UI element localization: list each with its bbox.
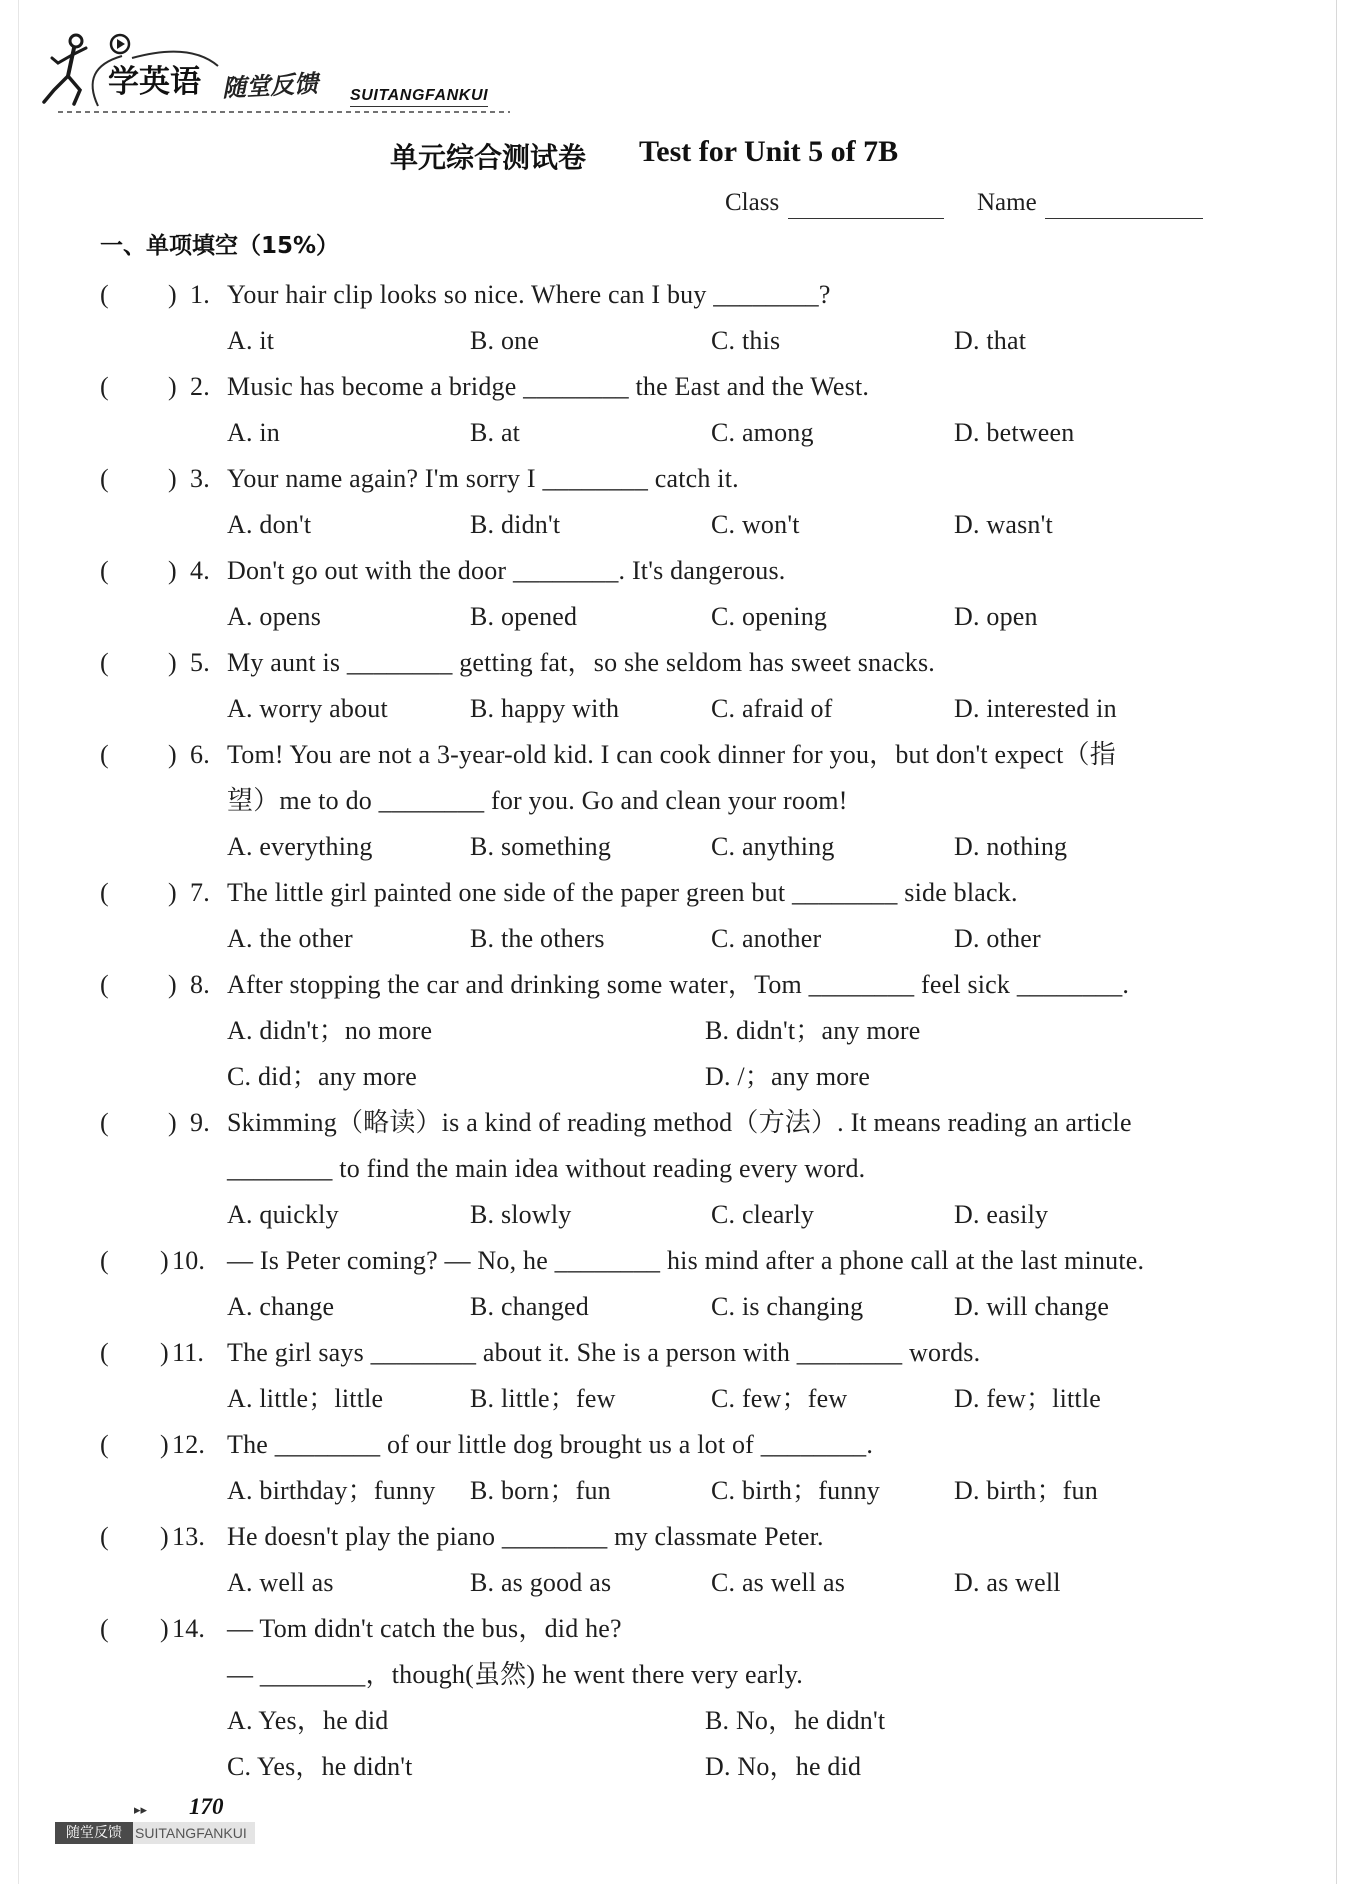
option-d: D. between [954, 418, 1075, 447]
option-d: D. as well [954, 1568, 1061, 1597]
options-row [0, 1744, 1350, 1790]
answer-bracket-close: ) [168, 372, 177, 401]
question-2 [0, 364, 1350, 456]
answer-bracket-close: ) [168, 1108, 177, 1137]
question-text: — Tom didn't catch the bus，did he? [227, 1614, 622, 1643]
option-a: A. worry about [227, 694, 388, 723]
option-d: D. birth；fun [954, 1476, 1098, 1505]
option-b: B. didn't；any more [705, 1016, 921, 1045]
question-number: 9. [190, 1108, 210, 1137]
class-blank [788, 218, 944, 219]
answer-bracket-close: ) [160, 1614, 169, 1643]
option-b: B. something [470, 832, 612, 861]
question-text: Tom! You are not a 3-year-old kid. I can cook dinner for you，but don't expect（指 [227, 740, 1116, 769]
logo-sub-text: 随堂反馈 [221, 69, 319, 103]
answer-bracket-open: ( [100, 280, 109, 309]
question-number: 5. [190, 648, 210, 677]
question-text: He doesn't play the piano ________ my classmate Peter. [227, 1522, 824, 1551]
question-8 [0, 962, 1350, 1100]
options-row [0, 1008, 1350, 1054]
logo-english-text: SUITANGFANKUI [350, 86, 488, 107]
option-a: A. Yes，he did [227, 1706, 389, 1735]
option-d: D. that [954, 326, 1027, 355]
question-13 [0, 1514, 1350, 1606]
answer-bracket-close: ) [160, 1430, 169, 1459]
option-a: A. birthday；funny [227, 1476, 436, 1505]
question-stem [0, 870, 1350, 916]
question-text: My aunt is ________ getting fat，so she seldom has sweet snacks. [227, 648, 936, 677]
question-stem [0, 272, 1350, 318]
question-stem [0, 1100, 1350, 1146]
option-c: C. afraid of [711, 694, 833, 723]
options-row [0, 1468, 1350, 1514]
option-c: C. opening [711, 602, 828, 631]
question-number: 12. [172, 1430, 206, 1459]
footer-band-chinese: 随堂反馈 [55, 1822, 133, 1844]
answer-bracket-close: ) [168, 556, 177, 585]
question-text: ________ to find the main idea without reading every word. [227, 1154, 866, 1183]
option-a: A. little；little [227, 1384, 384, 1413]
option-d: D. /；any more [705, 1062, 871, 1091]
question-1 [0, 272, 1350, 364]
option-d: D. open [954, 602, 1038, 631]
answer-bracket-open: ( [100, 1430, 109, 1459]
question-3 [0, 456, 1350, 548]
answer-bracket-close: ) [168, 740, 177, 769]
question-number: 1. [190, 280, 210, 309]
answer-bracket-close: ) [160, 1522, 169, 1551]
option-a: A. it [227, 326, 275, 355]
question-7 [0, 870, 1350, 962]
option-c: C. this [711, 326, 781, 355]
options-row [0, 1560, 1350, 1606]
question-stem [0, 962, 1350, 1008]
option-b: B. born；fun [470, 1476, 611, 1505]
option-b: B. at [470, 418, 521, 447]
answer-bracket-open: ( [100, 1108, 109, 1137]
option-b: B. opened [470, 602, 578, 631]
question-stem [0, 364, 1350, 410]
options-row [0, 686, 1350, 732]
options-row [0, 410, 1350, 456]
option-c: C. is changing [711, 1292, 864, 1321]
option-c: C. among [711, 418, 814, 447]
answer-bracket-close: ) [168, 280, 177, 309]
question-list [0, 272, 1350, 1790]
option-d: D. No，he did [705, 1752, 862, 1781]
option-b: B. No，he didn't [705, 1706, 886, 1735]
question-number: 10. [172, 1246, 206, 1275]
option-c: C. did；any more [227, 1062, 418, 1091]
option-b: B. changed [470, 1292, 589, 1321]
options-row [0, 1284, 1350, 1330]
question-stem-continued [0, 778, 1350, 824]
option-a: A. don't [227, 510, 312, 539]
question-stem [0, 1330, 1350, 1376]
answer-bracket-open: ( [100, 1522, 109, 1551]
option-c: C. won't [711, 510, 800, 539]
option-c: C. Yes，he didn't [227, 1752, 413, 1781]
option-d: D. wasn't [954, 510, 1053, 539]
options-row [0, 824, 1350, 870]
option-c: C. another [711, 924, 822, 953]
question-9 [0, 1100, 1350, 1238]
question-number: 8. [190, 970, 210, 999]
option-d: D. interested in [954, 694, 1117, 723]
question-5 [0, 640, 1350, 732]
question-stem [0, 732, 1350, 778]
question-14 [0, 1606, 1350, 1790]
answer-bracket-open: ( [100, 878, 109, 907]
option-d: D. few；little [954, 1384, 1102, 1413]
page-title-english: Test for Unit 5 of 7B [639, 135, 899, 168]
option-c: C. as well as [711, 1568, 846, 1597]
question-stem [0, 1514, 1350, 1560]
answer-bracket-open: ( [100, 740, 109, 769]
option-c: C. clearly [711, 1200, 815, 1229]
answer-bracket-close: ) [160, 1246, 169, 1275]
options-row [0, 1054, 1350, 1100]
answer-bracket-open: ( [100, 970, 109, 999]
question-stem [0, 548, 1350, 594]
option-d: D. easily [954, 1200, 1049, 1229]
question-number: 4. [190, 556, 210, 585]
question-text: Skimming（略读）is a kind of reading method（方法）. It means reading an article [227, 1108, 1132, 1137]
answer-bracket-open: ( [100, 1338, 109, 1367]
option-d: D. nothing [954, 832, 1068, 861]
page-number: 170 [189, 1794, 224, 1819]
question-text: The little girl painted one side of the paper green but ________ side black. [227, 878, 1018, 907]
question-text: Don't go out with the door ________. It's dangerous. [227, 556, 786, 585]
section-heading: 一、单项填空（15%） [100, 233, 340, 259]
option-b: B. happy with [470, 694, 620, 723]
question-11 [0, 1330, 1350, 1422]
answer-bracket-open: ( [100, 1614, 109, 1643]
option-b: B. one [470, 326, 540, 355]
option-a: A. opens [227, 602, 322, 631]
options-row [0, 1376, 1350, 1422]
footer-band-english: SUITANGFANKUI [135, 1825, 247, 1841]
option-b: B. didn't [470, 510, 561, 539]
options-row [0, 1192, 1350, 1238]
question-12 [0, 1422, 1350, 1514]
option-a: A. the other [227, 924, 353, 953]
answer-bracket-close: ) [160, 1338, 169, 1367]
name-blank [1045, 218, 1203, 219]
answer-bracket-close: ) [168, 970, 177, 999]
answer-bracket-open: ( [100, 372, 109, 401]
question-text: The girl says ________ about it. She is a person with ________ words. [227, 1338, 981, 1367]
option-a: A. didn't；no more [227, 1016, 433, 1045]
answer-bracket-open: ( [100, 648, 109, 677]
question-stem [0, 456, 1350, 502]
question-text: The ________ of our little dog brought us a lot of ________. [227, 1430, 874, 1459]
option-c: C. birth；funny [711, 1476, 880, 1505]
question-text: — Is Peter coming? — No, he ________ his mind after a phone call at the last minute. [227, 1246, 1145, 1275]
question-stem [0, 640, 1350, 686]
option-d: D. other [954, 924, 1041, 953]
option-a: A. change [227, 1292, 335, 1321]
answer-bracket-close: ) [168, 648, 177, 677]
options-row [0, 916, 1350, 962]
question-number: 13. [172, 1522, 206, 1551]
name-label: Name [977, 189, 1037, 216]
answer-bracket-open: ( [100, 556, 109, 585]
page-title-chinese: 单元综合测试卷 [390, 141, 587, 174]
question-stem-continued [0, 1652, 1350, 1698]
question-stem [0, 1422, 1350, 1468]
question-text: Your name again? I'm sorry I ________ catch it. [227, 464, 739, 493]
question-10 [0, 1238, 1350, 1330]
option-b: B. slowly [470, 1200, 572, 1229]
option-c: C. few；few [711, 1384, 848, 1413]
class-label: Class [725, 189, 780, 216]
option-d: D. will change [954, 1292, 1110, 1321]
option-a: A. quickly [227, 1200, 339, 1229]
question-text: — ________，though(虽然) he went there very early. [227, 1660, 803, 1689]
question-number: 7. [190, 878, 210, 907]
question-stem-continued [0, 1146, 1350, 1192]
options-row [0, 502, 1350, 548]
option-b: B. the others [470, 924, 605, 953]
question-number: 6. [190, 740, 210, 769]
question-text: 望）me to do ________ for you. Go and clean your room! [227, 786, 848, 815]
question-number: 2. [190, 372, 210, 401]
options-row [0, 1698, 1350, 1744]
answer-bracket-close: ) [168, 878, 177, 907]
question-6 [0, 732, 1350, 870]
option-b: B. as good as [470, 1568, 612, 1597]
question-stem [0, 1238, 1350, 1284]
option-a: A. in [227, 418, 280, 447]
logo-main-text: 学英语 [108, 64, 201, 100]
option-a: A. well as [227, 1568, 334, 1597]
question-number: 3. [190, 464, 210, 493]
options-row [0, 318, 1350, 364]
option-b: B. little；few [470, 1384, 616, 1413]
question-4 [0, 548, 1350, 640]
question-stem [0, 1606, 1350, 1652]
question-number: 14. [172, 1614, 206, 1643]
options-row [0, 594, 1350, 640]
option-c: C. anything [711, 832, 835, 861]
question-number: 11. [172, 1338, 205, 1367]
answer-bracket-close: ) [168, 464, 177, 493]
answer-bracket-open: ( [100, 1246, 109, 1275]
option-a: A. everything [227, 832, 373, 861]
question-text: After stopping the car and drinking some water，Tom ________ feel sick ________. [227, 970, 1130, 999]
question-text: Music has become a bridge ________ the East and the West. [227, 372, 870, 401]
answer-bracket-open: ( [100, 464, 109, 493]
question-text: Your hair clip looks so nice. Where can I buy ________? [227, 280, 831, 309]
double-arrow-icon: ▸▸ [134, 1803, 148, 1818]
